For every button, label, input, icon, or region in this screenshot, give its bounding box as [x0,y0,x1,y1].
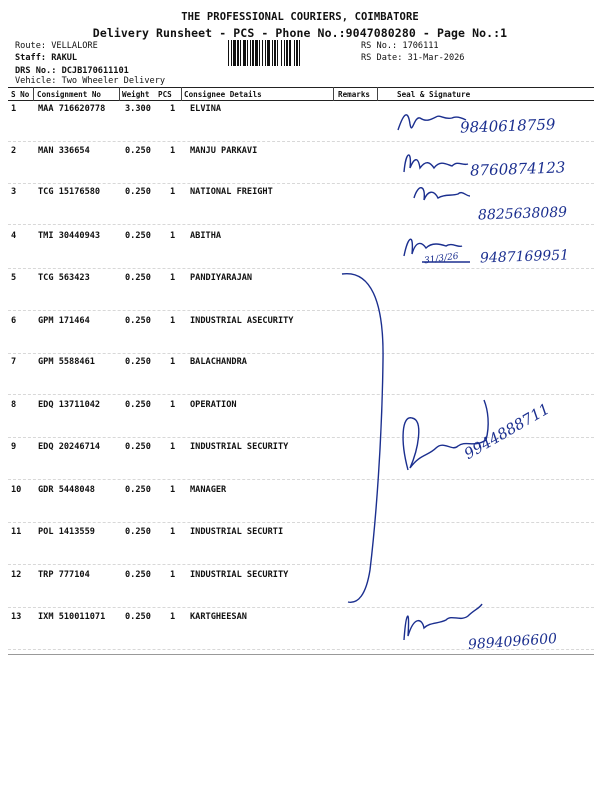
row-pcs: 1 [170,146,176,156]
col-header-consignment: Consignment No [37,90,102,99]
row-consignee: BALACHANDRA [190,357,247,367]
column-divider [33,87,34,101]
row-divider [8,268,594,269]
row-weight: 0.250 [125,316,151,326]
drs-number: DRS No.: DCJB170611101 [15,66,129,76]
column-divider [181,87,182,101]
row-weight: 0.250 [125,400,151,410]
row-divider [8,607,594,608]
row-consignment-no: TMI 30440943 [38,231,101,241]
row-divider [8,394,594,395]
table-header-rule [8,100,594,101]
row-divider [8,141,594,142]
route-label: Route: VELLALORE [15,41,98,51]
handwritten-phone: 9944888711 [461,399,553,463]
row-consignee: ELVINA [190,104,222,114]
handwritten-phone: 9487169951 [479,247,570,267]
rs-number: RS No.: 1706111 [361,41,439,51]
row-pcs: 1 [170,273,176,283]
row-sno: 9 [11,442,17,452]
row-weight: 0.250 [125,231,151,241]
row-consignment-no: GDR 5448048 [38,485,95,495]
row-pcs: 1 [170,316,176,326]
row-consignment-no: GPM 171464 [38,316,90,326]
row-consignment-no: POL 1413559 [38,527,95,537]
row-weight: 3.300 [125,104,151,114]
col-header-remarks: Remarks [338,90,371,99]
row-pcs: 1 [170,527,176,537]
row-weight: 0.250 [125,612,151,622]
row-weight: 0.250 [125,146,151,156]
row-pcs: 1 [170,485,176,495]
staff-label: Staff: RAKUL [15,53,78,63]
row-divider [8,564,594,565]
col-header-seal-signature: Seal & Signature [397,90,471,99]
row-pcs: 1 [170,612,176,622]
row-weight: 0.250 [125,527,151,537]
table-row [0,316,600,360]
rs-date: RS Date: 31-Mar-2026 [361,53,465,63]
table-row [0,273,600,317]
table-row [0,485,600,529]
row-sno: 7 [11,357,17,367]
row-consignee: MANJU PARKAVI [190,146,258,156]
table-row [0,442,600,486]
row-sno: 3 [11,187,17,197]
table-top-rule [8,87,594,88]
runsheet-title: Delivery Runsheet - PCS - Phone No.:9047080280 - Page No.:1 [92,26,508,40]
row-pcs: 1 [170,400,176,410]
row-consignee: NATIONAL FREIGHT [190,187,273,197]
row-consignment-no: MAA 716620778 [38,104,106,114]
row-consignee: INDUSTRIAL SECURITY [190,570,289,580]
row-sno: 1 [11,104,17,114]
table-row [0,527,600,571]
row-consignment-no: TRP 777104 [38,570,90,580]
row-consignment-no: GPM 5588461 [38,357,95,367]
row-pcs: 1 [170,442,176,452]
company-name: THE PROFESSIONAL COURIERS, COIMBATORE [181,11,419,23]
column-divider [119,87,120,101]
row-consignee: INDUSTRIAL ASECURITY [190,316,294,326]
row-divider [8,310,594,311]
row-sno: 11 [11,527,22,537]
row-consignment-no: IXM 510011071 [38,612,106,622]
row-sno: 6 [11,316,17,326]
row-consignee: OPERATION [190,400,237,410]
row-weight: 0.250 [125,442,151,452]
row-weight: 0.250 [125,187,151,197]
row-consignment-no: TCG 563423 [38,273,90,283]
handwritten-phone: 8760874123 [469,158,566,180]
row-weight: 0.250 [125,357,151,367]
row-sno: 10 [11,485,22,495]
row-divider [8,479,594,480]
row-weight: 0.250 [125,485,151,495]
col-header-consignee: Consignee Details [184,90,262,99]
row-sno: 13 [11,612,22,622]
row-divider [8,522,594,523]
row-consignment-no: TCG 15176580 [38,187,101,197]
handwritten-phone: 9840618759 [459,115,556,137]
row-pcs: 1 [170,187,176,197]
row-pcs: 1 [170,357,176,367]
row-weight: 0.250 [125,273,151,283]
col-header-sno: S No [11,90,30,99]
row-consignee: INDUSTRIAL SECURTI [190,527,284,537]
row-pcs: 1 [170,104,176,114]
column-divider [333,87,334,101]
table-bottom-rule [8,654,594,655]
row-sno: 4 [11,231,17,241]
row-consignment-no: MAN 336654 [38,146,90,156]
handwritten-phone: 8825638089 [477,204,568,224]
row-consignee: INDUSTRIAL SECURITY [190,442,289,452]
barcode-image [228,40,356,66]
vehicle-label: Vehicle: Two Wheeler Delivery [15,76,166,86]
row-sno: 2 [11,146,17,156]
row-sno: 12 [11,570,22,580]
handwritten-date: 31/3/26 [423,251,460,267]
col-header-pcs: PCS [158,90,172,99]
column-divider [377,87,378,101]
row-consignee: KARTGHEESAN [190,612,247,622]
row-weight: 0.250 [125,570,151,580]
row-divider [8,183,594,184]
row-consignee: ABITHA [190,231,222,241]
row-consignee: MANAGER [190,485,227,495]
row-consignment-no: EDQ 20246714 [38,442,101,452]
row-consignment-no: EDQ 13711042 [38,400,101,410]
handwritten-phone: 9894096600 [467,630,558,654]
row-pcs: 1 [170,570,176,580]
row-divider [8,353,594,354]
row-divider [8,224,594,225]
table-row [0,570,600,614]
row-pcs: 1 [170,231,176,241]
table-row [0,357,600,401]
row-sno: 5 [11,273,17,283]
row-sno: 8 [11,400,17,410]
row-consignee: PANDIYARAJAN [190,273,253,283]
col-header-weight: Weight [122,90,150,99]
